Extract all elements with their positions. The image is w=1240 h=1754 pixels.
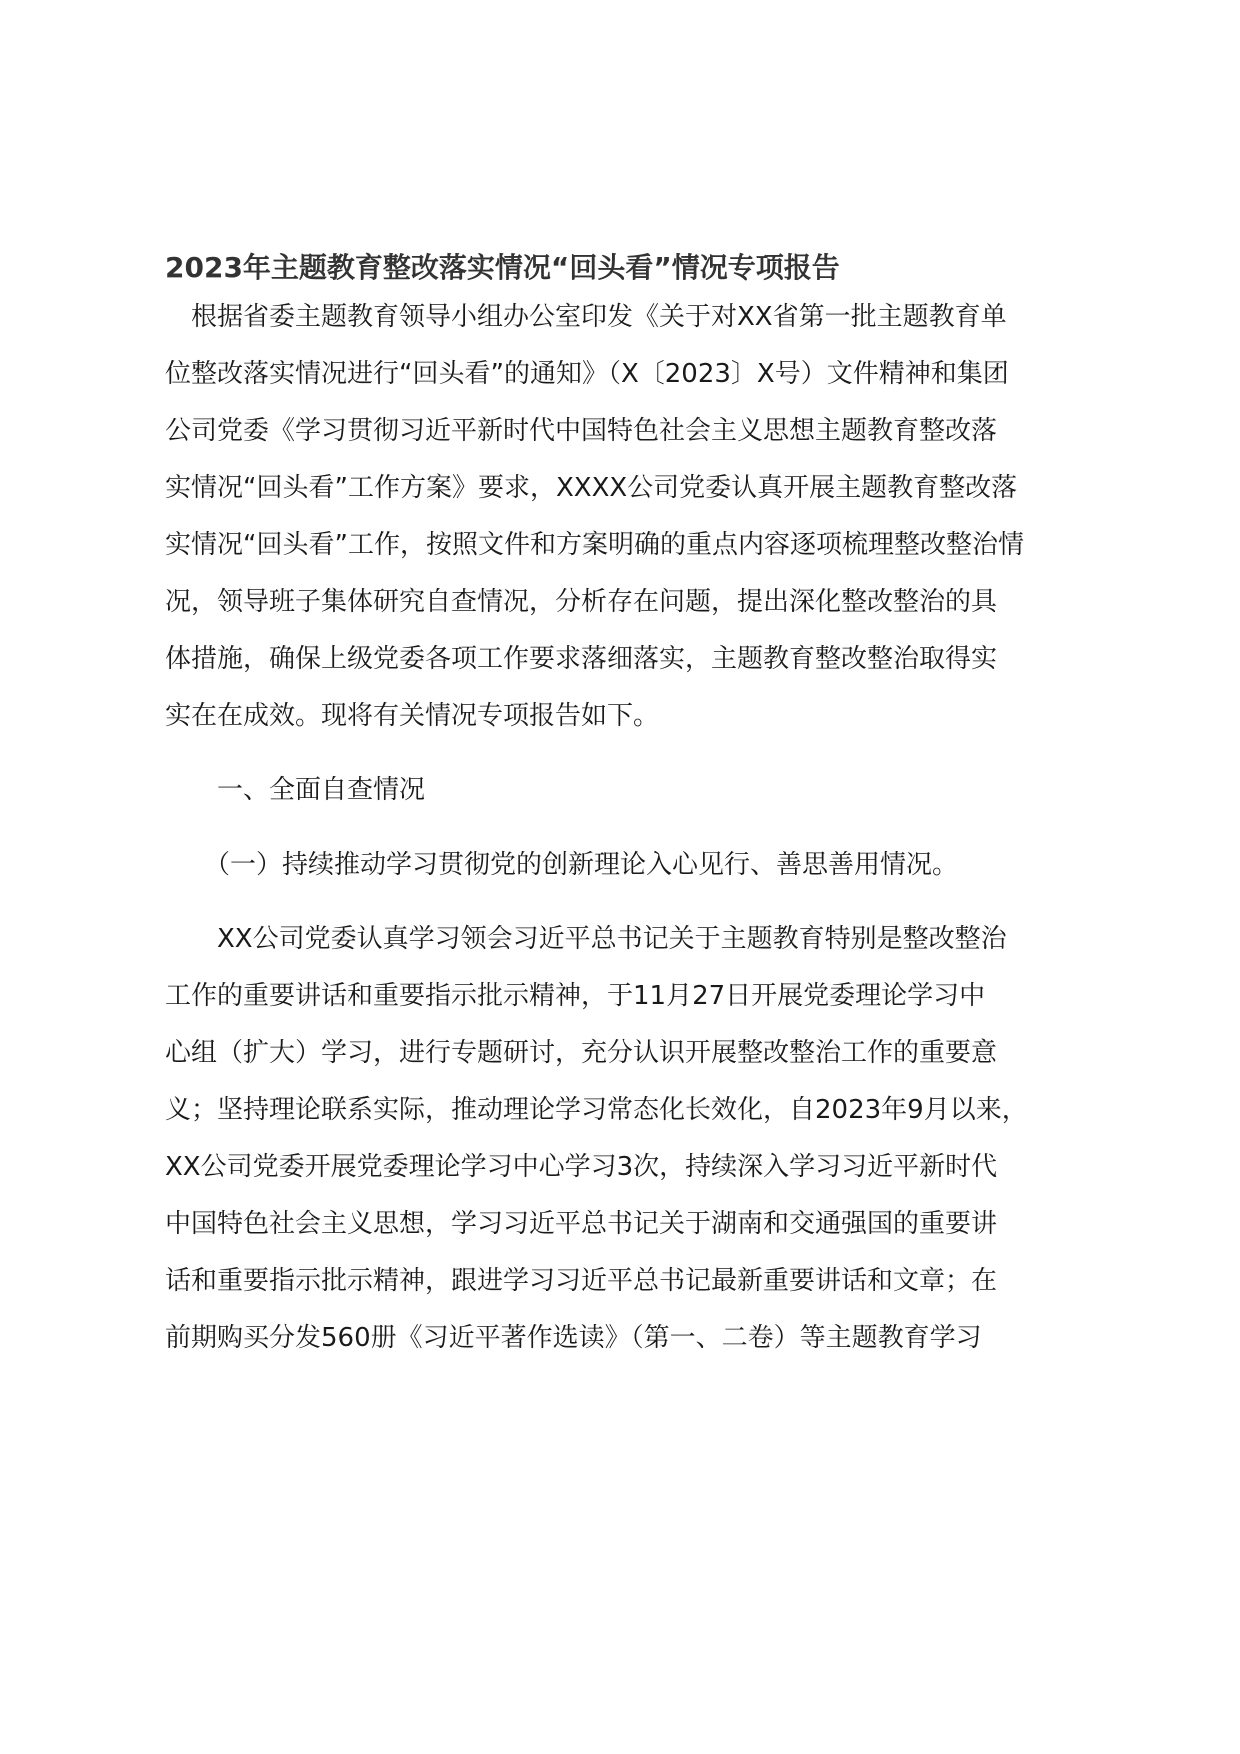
body-line: 话和重要指示批示精神，跟进学习习近平总书记最新重要讲话和文章；在 <box>165 1266 998 1296</box>
intro-line: 实情况“回头看”工作方案》要求，XXXX公司党委认真开展主题教育整改落 <box>165 473 1018 503</box>
body-line: 心组（扩大）学习，进行专题研讨，充分认识开展整改整治工作的重要意 <box>165 1038 998 1068</box>
intro-line: 况，领导班子集体研究自查情况，分析存在问题，提出深化整改整治的具 <box>165 587 998 617</box>
body-line: 中国特色社会主义思想，学习习近平总书记关于湖南和交通强国的重要讲 <box>165 1209 998 1239</box>
body-line: 义；坚持理论联系实际，推动理论学习常态化长效化，自2023年9月以来， <box>165 1095 1028 1125</box>
document-title: 2023年主题教育整改落实情况“回头看”情况专项报告 <box>165 251 840 284</box>
section-heading: 一、全面自查情况 <box>165 775 426 805</box>
body-line: 前期购买分发560册《习近平著作选读》（第一、二卷）等主题教育学习 <box>165 1323 982 1353</box>
body-line: XX公司党委开展党委理论学习中心学习3次，持续深入学习习近平新时代 <box>165 1152 998 1182</box>
subsection-heading: （一）持续推动学习贯彻党的创新理论入心见行、善思善用情况。 <box>165 850 959 880</box>
intro-line: 根据省委主题教育领导小组办公室印发《关于对XX省第一批主题教育单 <box>165 302 1007 332</box>
intro-line: 位整改落实情况进行“回头看”的通知》（X〔2023〕X号）文件精神和集团 <box>165 359 1009 389</box>
body-line: 工作的重要讲话和重要指示批示精神，于11月27日开展党委理论学习中 <box>165 981 986 1011</box>
intro-line: 体措施，确保上级党委各项工作要求落细落实，主题教育整改整治取得实 <box>165 644 998 674</box>
intro-line: 实在在成效。现将有关情况专项报告如下。 <box>165 701 660 731</box>
body-line: XX公司党委认真学习领会习近平总书记关于主题教育特别是整改整治 <box>165 924 1007 954</box>
intro-line: 公司党委《学习贯彻习近平新时代中国特色社会主义思想主题教育整改落 <box>165 416 998 446</box>
intro-line: 实情况“回头看”工作，按照文件和方案明确的重点内容逐项梳理整改整治情 <box>165 530 1024 560</box>
